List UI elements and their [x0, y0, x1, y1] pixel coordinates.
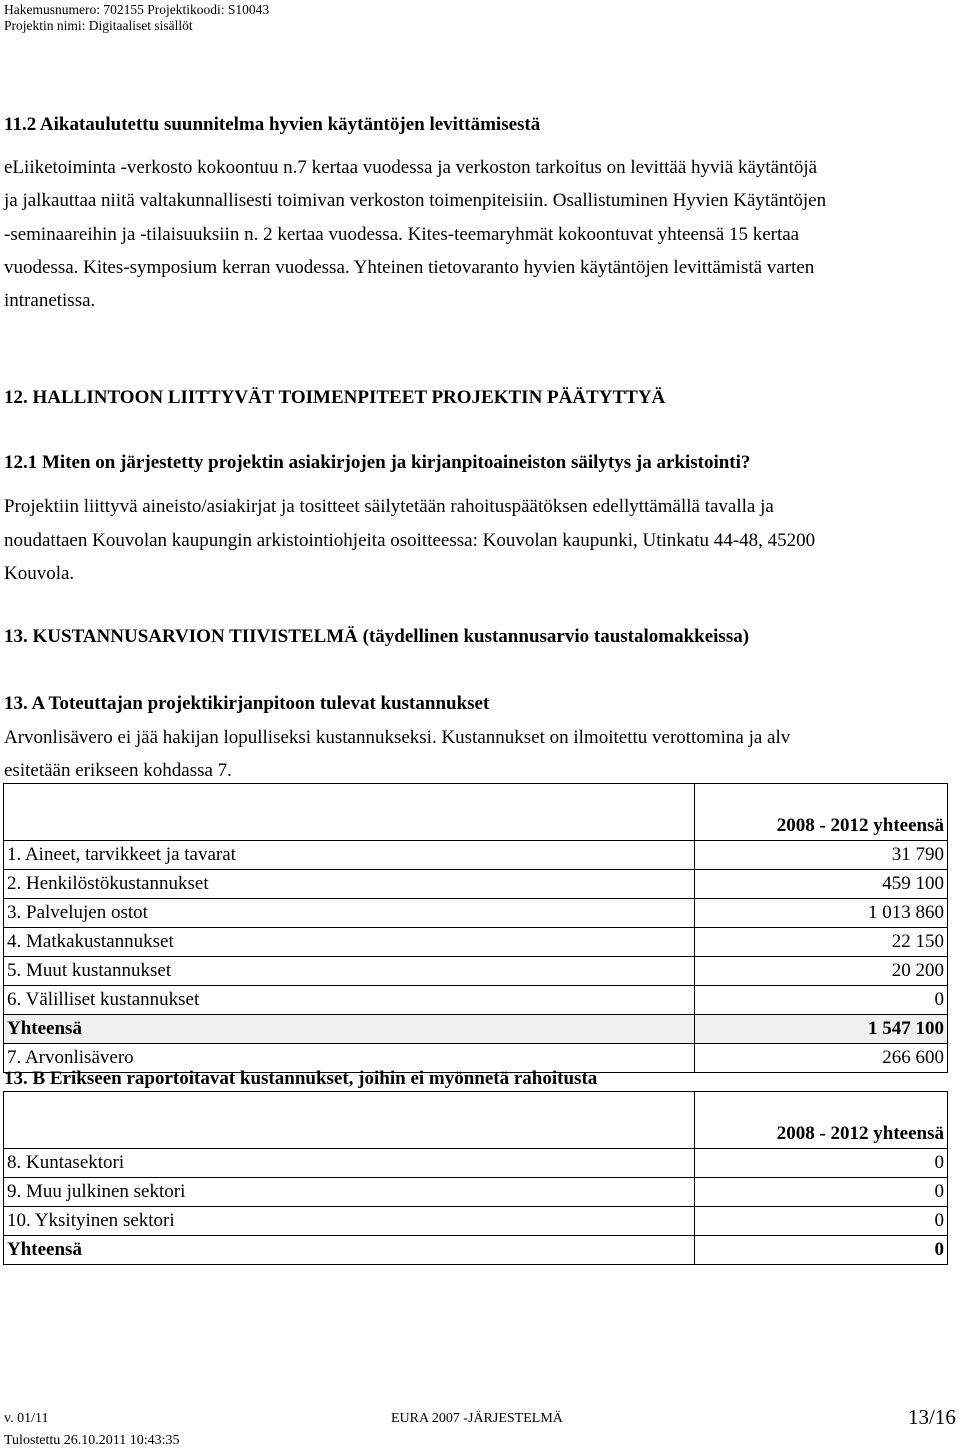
row-value: 0: [695, 1207, 948, 1236]
total-label: Yhteensä: [4, 1236, 695, 1265]
row-label: 2. Henkilöstökustannukset: [4, 870, 695, 899]
header-project-name: Projektin nimi: Digitaaliset sisällöt: [4, 18, 193, 33]
cost-table-a: [3, 783, 948, 1073]
row-label: 7. Arvonlisävero: [4, 1044, 695, 1073]
footer-system-name: EURA 2007 -JÄRJESTELMÄ: [391, 1411, 563, 1426]
table-row: [4, 899, 948, 928]
footer-version: v. 01/11: [4, 1411, 49, 1426]
row-value: 22 150: [695, 928, 948, 957]
section-13-heading: 13. KUSTANNUSARVION TIIVISTELMÄ (täydellinen kustannusarvio taustalomakkeissa): [4, 626, 750, 647]
table-row: [4, 1207, 948, 1236]
table-header-row: [4, 784, 948, 841]
section-13-a-heading: 13. A Toteuttajan projektikirjanpitoon tulevat kustannukset: [4, 693, 490, 714]
row-label: 3. Palvelujen ostot: [4, 899, 695, 928]
section-12-1-text-line: noudattaen Kouvolan kaupungin arkistointiohjeita osoitteessa: Kouvolan kaupunki, Utinkatu 44-48, 45200: [4, 530, 816, 551]
row-label: 1. Aineet, tarvikkeet ja tavarat: [4, 841, 695, 870]
row-label: 10. Yksityinen sektori: [4, 1207, 695, 1236]
section-11-2-text-line: eLiiketoiminta -verkosto kokoontuu n.7 kertaa vuodessa ja verkoston tarkoitus on levittää hyviä käytäntöjä: [4, 157, 818, 178]
header-application-line: Hakemusnumero: 702155 Projektikoodi: S10043: [4, 2, 270, 17]
table-row: [4, 1178, 948, 1207]
section-13-a-note-line: esitetään erikseen kohdassa 7.: [4, 760, 232, 781]
row-value: 1 013 860: [695, 899, 948, 928]
total-label: Yhteensä: [4, 1015, 695, 1044]
row-value: 459 100: [695, 870, 948, 899]
total-value: 0: [695, 1236, 948, 1265]
footer-print-timestamp: Tulostettu 26.10.2011 10:43:35: [4, 1433, 180, 1448]
section-13-b-heading: 13. B Erikseen raportoitavat kustannukset, joihin ei myönnetä rahoitusta: [4, 1068, 598, 1089]
section-12-1-question: 12.1 Miten on järjestetty projektin asiakirjojen ja kirjanpitoaineiston säilytys ja arkistointi?: [4, 452, 751, 473]
table-row: [4, 870, 948, 899]
total-value: 1 547 100: [695, 1015, 948, 1044]
section-11-2-text-line: vuodessa. Kites-symposium kerran vuodessa. Yhteinen tietovaranto hyvien käytäntöjen levittämistä varten: [4, 257, 815, 278]
row-value: 0: [695, 1178, 948, 1207]
table-header-empty-cell: [4, 784, 695, 841]
table-row: [4, 957, 948, 986]
table-total-row: [4, 1236, 948, 1265]
table-row: [4, 841, 948, 870]
section-11-2-text-line: ja jalkauttaa niitä valtakunnallisesti toimivan verkoston toimenpiteisiin. Osallistuminen Hyvien Käytäntöjen: [4, 190, 827, 211]
row-label: 5. Muut kustannukset: [4, 957, 695, 986]
table-column-header: 2008 - 2012 yhteensä: [695, 1092, 948, 1149]
row-label: 9. Muu julkinen sektori: [4, 1178, 695, 1207]
row-label: 4. Matkakustannukset: [4, 928, 695, 957]
section-12-1-text-line: Projektiin liittyvä aineisto/asiakirjat ja tositteet säilytetään rahoituspäätöksen edellyttämällä tavalla ja: [4, 496, 774, 517]
row-label: 6. Välilliset kustannukset: [4, 986, 695, 1015]
table-total-row: [4, 1015, 948, 1044]
row-value: 0: [695, 1149, 948, 1178]
section-11-2-heading: 11.2 Aikataulutettu suunnitelma hyvien käytäntöjen levittämisestä: [4, 114, 541, 135]
table-row: [4, 986, 948, 1015]
table-row: [4, 1149, 948, 1178]
table-row: [4, 928, 948, 957]
row-value: 20 200: [695, 957, 948, 986]
section-11-2-text-line: -seminaareihin ja -tilaisuuksiin n. 2 kertaa vuodessa. Kites-teemaryhmät kokoontuvat yhteensä 15 kertaa: [4, 224, 800, 245]
section-11-2-text-line: intranetissa.: [4, 290, 96, 311]
table-header-empty-cell: [4, 1092, 695, 1149]
table-header-row: [4, 1092, 948, 1149]
section-13-a-note-line: Arvonlisävero ei jää hakijan lopulliseksi kustannukseksi. Kustannukset on ilmoitettu verottomina ja alv: [4, 727, 791, 748]
table-column-header: 2008 - 2012 yhteensä: [695, 784, 948, 841]
cost-table-b: [3, 1091, 948, 1265]
section-12-1-text-line: Kouvola.: [4, 563, 75, 584]
row-label: 8. Kuntasektori: [4, 1149, 695, 1178]
row-value: 0: [695, 986, 948, 1015]
row-value: 266 600: [695, 1044, 948, 1073]
section-12-heading: 12. HALLINTOON LIITTYVÄT TOIMENPITEET PROJEKTIN PÄÄTYTTYÄ: [4, 387, 666, 408]
footer-page-number: 13/16: [908, 1405, 956, 1429]
row-value: 31 790: [695, 841, 948, 870]
